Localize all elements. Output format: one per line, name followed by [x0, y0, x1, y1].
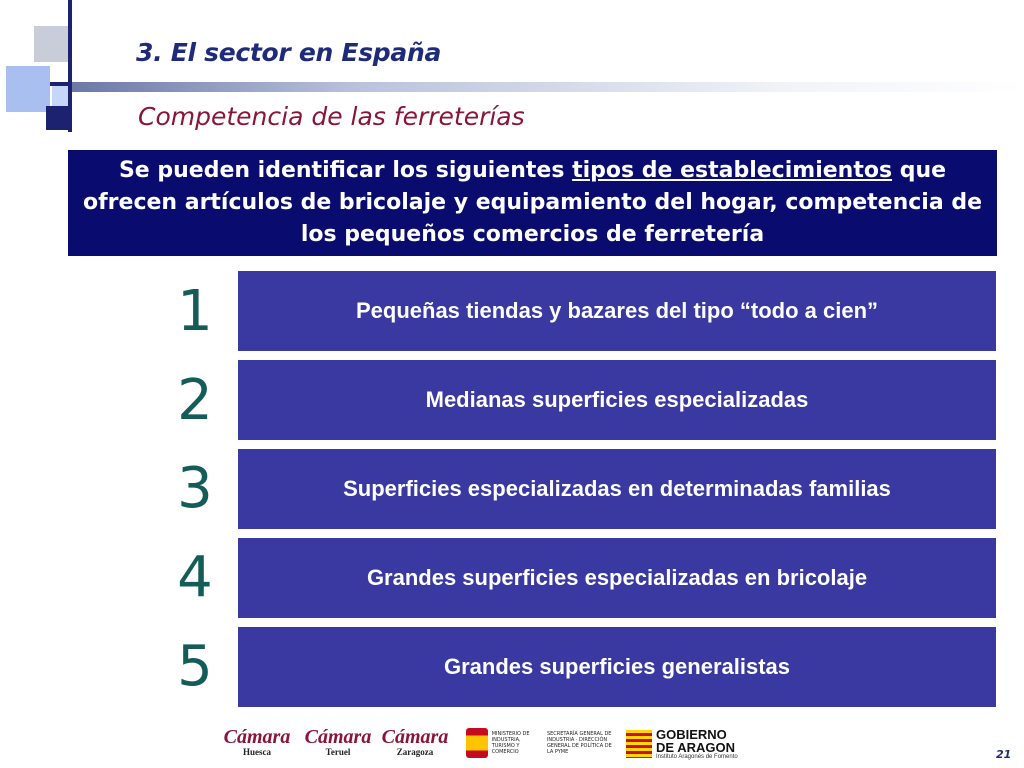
- item-label-2: Medianas superficies especializadas: [425, 387, 809, 412]
- logo-camara-huesca: [222, 722, 292, 762]
- item-bar-4: [238, 538, 996, 618]
- item-bar-5: [238, 627, 996, 707]
- item-bar-2: [238, 360, 996, 440]
- item-number-5: 5: [177, 634, 213, 699]
- deco-line-vertical: [68, 0, 72, 132]
- item-label-3: Superficies especializadas en determinadas familias: [343, 476, 891, 501]
- logo-gobierno-aragon-text: [656, 728, 748, 760]
- logo-gobierno-aragon: [626, 724, 752, 764]
- page-subtitle: Competencia de las ferreterías: [138, 102, 525, 131]
- logo-gobierno-aragon-name: GOBIERNO DE ARAGON: [656, 727, 735, 755]
- logo-camara-huesca-sub: Huesca: [243, 746, 271, 757]
- logo-camara-zaragoza-name: Cámara: [381, 725, 449, 748]
- title-rule: [72, 82, 1024, 92]
- item-number-1: 1: [177, 279, 213, 344]
- logo-camara-zaragoza: [380, 722, 450, 762]
- logo-ministerio-sub: SECRETARÍA GENERAL DE INDUSTRIA · DIRECCIÓN GENERAL DE POLÍTICA DE LA PYME: [546, 731, 612, 755]
- item-number-3: 3: [177, 456, 213, 521]
- logo-gobierno-aragon-sub: Instituto Aragonés de Fomento: [656, 754, 738, 760]
- intro-box: [68, 150, 997, 256]
- item-bar-1: [238, 271, 996, 351]
- item-label-1: Pequeñas tiendas y bazares del tipo “todo a cien”: [355, 298, 879, 323]
- logo-camara-teruel: [303, 722, 373, 762]
- page-title: 3. El sector en España: [136, 38, 442, 67]
- intro-text: [83, 155, 983, 251]
- intro-text-part2: que ofrecen artículos de bricolaje y equipamiento del hogar, competencia de los pequeños comercios de ferretería: [82, 158, 982, 247]
- logo-ministerio-name: MINISTERIO DE INDUSTRIA, TURISMO Y COMERCIO: [491, 731, 530, 755]
- intro-text-underlined: tipos de establecimientos: [572, 158, 893, 183]
- aragon-flag-icon: [626, 730, 652, 758]
- deco-square-light: [34, 26, 70, 62]
- logo-camara-zaragoza-sub: Zaragoza: [396, 746, 434, 757]
- corner-decoration: [0, 0, 140, 140]
- item-label-4: Grandes superficies especializadas en bricolaje: [366, 565, 868, 590]
- item-number-4: 4: [177, 545, 213, 610]
- logo-ministerio: [466, 724, 612, 762]
- spain-coat-of-arms-icon: [466, 728, 488, 758]
- deco-square-blue: [6, 66, 50, 112]
- item-number-2: 2: [177, 368, 213, 433]
- logo-camara-huesca-name: Cámara: [223, 725, 291, 748]
- item-bar-3: [238, 449, 996, 529]
- item-label-5: Grandes superficies generalistas: [443, 654, 791, 679]
- logo-camara-teruel-sub: Teruel: [325, 746, 351, 757]
- logo-camara-teruel-name: Cámara: [304, 725, 372, 748]
- intro-text-part1: Se pueden identificar los siguientes: [118, 158, 573, 183]
- page-number: 21: [996, 748, 1012, 761]
